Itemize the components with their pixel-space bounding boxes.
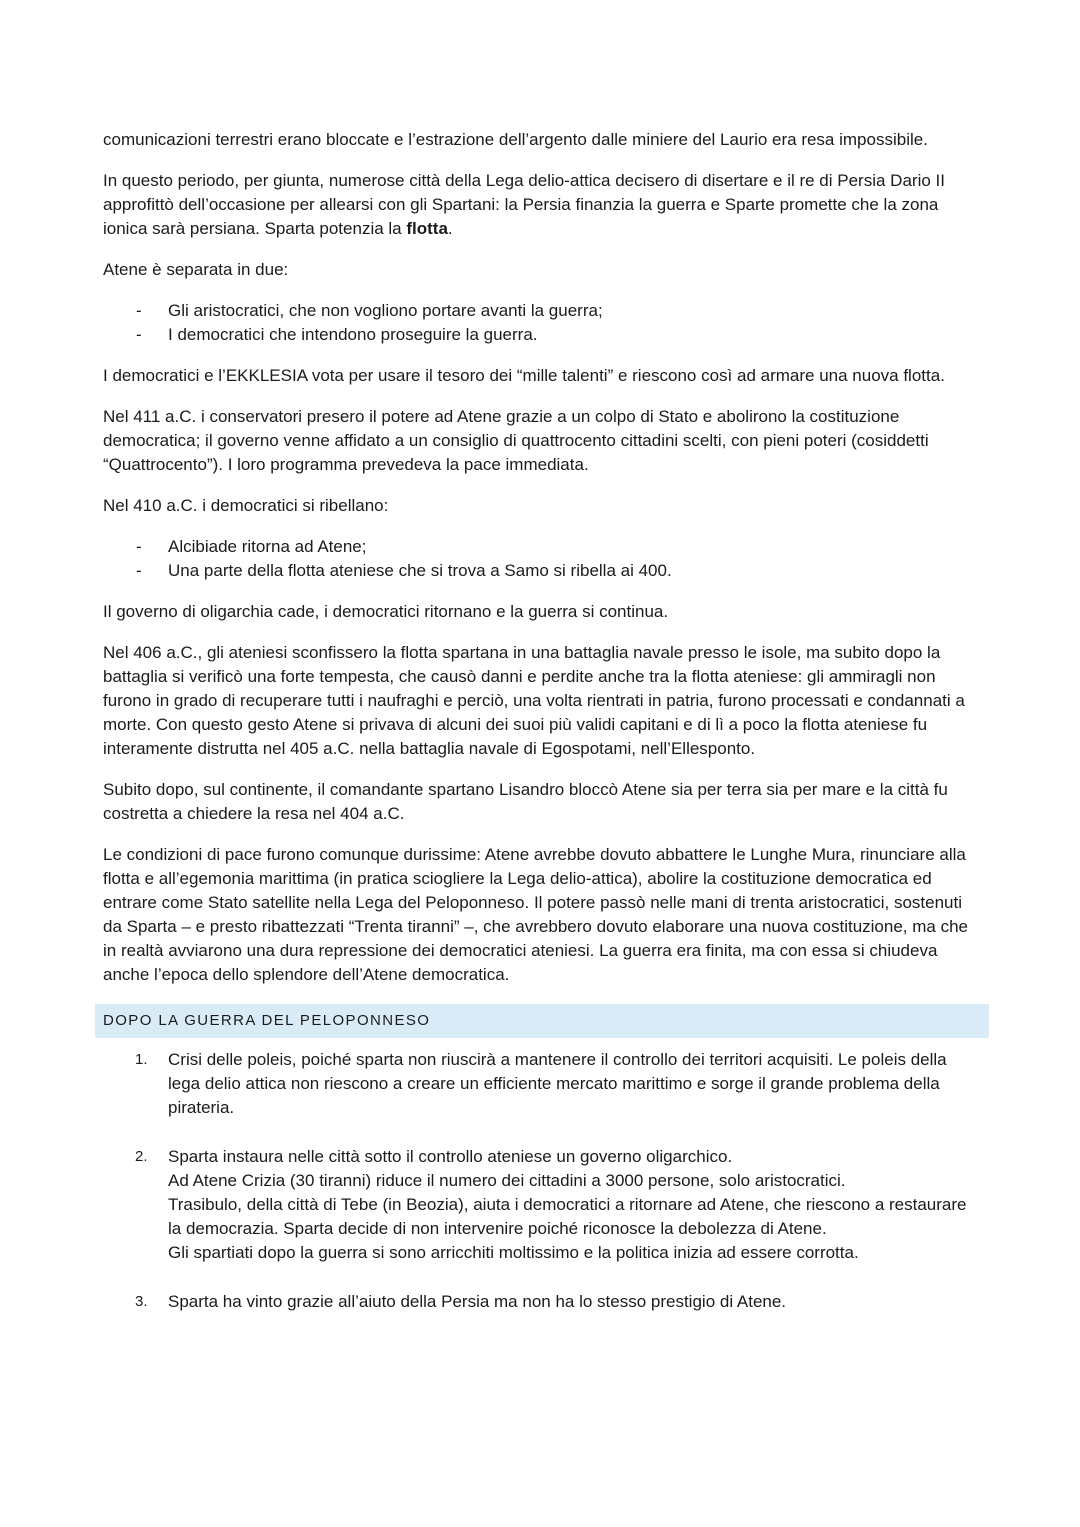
- dash-bullet: -: [136, 537, 142, 556]
- paragraph-condizioni-pace: Le condizioni di pace furono comunque durissime: Atene avrebbe dovuto abbattere le Lunghe Mura, rinunciare alla flotta e all’egemonia marittima (in pratica sciogliere la Lega delio-attica), abolire la costituzione democratica ed entrare come Stato satellite nella Lega del Peloponneso. Il potere passò nelle mani di trenta aristocratici, sostenuti da Sparta – e presto ribattezzati “Trenta tiranni” –, che avrebbero dovuto elaborare una nuova costituzione, ma che in realtà avviarono una dura repressione dei democratici ateniesi. La guerra era finita, ma con essa si chiudeva anche l’epoca dello splendore dell’Atene democratica.: [103, 845, 968, 984]
- list-item-line: Ad Atene Crizia (30 tiranni) riduce il numero dei cittadini a 3000 persone, solo aristocratici.: [168, 1171, 846, 1190]
- paragraph-laurio: comunicazioni terrestri erano bloccate e l’estrazione dell’argento dalle miniere del Laurio era resa impossibile.: [103, 130, 928, 149]
- list-item-line: Crisi delle poleis, poiché sparta non riuscirà a mantenere il controllo dei territori acquisiti. Le poleis della lega delio attica non riescono a creare un efficiente mercato marittimo e sorge il grande problema della pirateria.: [168, 1050, 947, 1117]
- list-item: [103, 323, 981, 347]
- dash-bullet: -: [136, 301, 142, 320]
- list-item-line: Sparta ha vinto grazie all’aiuto della Persia ma non ha lo stesso prestigio di Atene.: [168, 1292, 787, 1311]
- numbered-list: [103, 1048, 981, 1314]
- list-number: 2.: [135, 1148, 148, 1165]
- paragraph-lisandro: Subito dopo, sul continente, il comandante spartano Lisandro bloccò Atene sia per terra sia per mare e la città fu costretta a chiedere la resa nel 404 a.C.: [103, 780, 948, 823]
- list-item: [103, 1290, 981, 1314]
- list-item: [103, 299, 981, 323]
- paragraph-persia-end: .: [447, 219, 453, 238]
- paragraph-oligarchia-cade: Il governo di oligarchia cade, i democratici ritornano e la guerra si continua.: [103, 602, 669, 621]
- list-atene-fazioni: [103, 299, 981, 347]
- paragraph-411: Nel 411 a.C. i conservatori presero il potere ad Atene grazie a un colpo di Stato e abolirono la costituzione democratica; il governo venne affidato a un consiglio di quattrocento cittadini scelti, con pieni poteri (cosiddetti “Quattrocento”). I loro programma prevedeva la pace immediata.: [103, 407, 929, 474]
- list-item: [103, 1048, 981, 1120]
- list-item: [103, 1145, 981, 1265]
- list-number: 1.: [135, 1051, 148, 1068]
- list-item-text: Una parte della flotta ateniese che si trova a Samo si ribella ai 400.: [168, 561, 672, 580]
- section-heading: DOPO LA GUERRA DEL PELOPONNESO: [95, 1004, 989, 1038]
- list-item-text: Alcibiade ritorna ad Atene;: [168, 537, 367, 556]
- paragraph-406: Nel 406 a.C., gli ateniesi sconfissero la flotta spartana in una battaglia navale presso le isole, ma subito dopo la battaglia si verificò una forte tempesta, che causò danni e perdite anche tra la flotta ateniese: gli ammiragli non furono in grado di recuperare tutti i naufraghi e perciò, una volta rientrati in patria, furono processati e condannati a morte. Con questo gesto Atene si privava di alcuni dei suoi più validi capitani e di lì a poco la flotta ateniese fu interamente distrutta nel 405 a.C. nella battaglia navale di Egospotami, nell’Ellesponto.: [103, 643, 965, 758]
- document-page: [103, 128, 981, 1339]
- dash-bullet: -: [136, 325, 142, 344]
- list-item-text: Gli aristocratici, che non vogliono portare avanti la guerra;: [168, 301, 603, 320]
- list-number: 3.: [135, 1293, 148, 1310]
- paragraph-410: Nel 410 a.C. i democratici si ribellano:: [103, 496, 389, 515]
- list-410-ribellione: [103, 535, 981, 583]
- list-item-line: Sparta instaura nelle città sotto il controllo ateniese un governo oligarchico.: [168, 1147, 733, 1166]
- paragraph-persia-bold: flotta: [406, 219, 448, 238]
- list-item-line: Trasibulo, della città di Tebe (in Beozia), aiuta i democratici a ritornare ad Atene, che riescono a restaurare la democrazia. Sparta decide di non intervenire poiché riconosce la debolezza di Atene.: [168, 1195, 967, 1238]
- paragraph-atene-divisa: Atene è separata in due:: [103, 260, 289, 279]
- list-item-text: I democratici che intendono proseguire la guerra.: [168, 325, 538, 344]
- paragraph-persia-text: In questo periodo, per giunta, numerose città della Lega delio-attica decisero di disertare e il re di Persia Dario II approfittò dell’occasione per allearsi con gli Spartani: la Persia finanzia la guerra e Sparte promette che la zona ionica sarà persiana. Sparta potenzia la: [103, 171, 945, 238]
- list-item-line: Gli spartiati dopo la guerra si sono arricchiti moltissimo e la politica inizia ad essere corrotta.: [168, 1243, 859, 1262]
- list-item: [103, 559, 981, 583]
- paragraph-ekklesia: I democratici e l’EKKLESIA vota per usare il tesoro dei “mille talenti” e riescono così ad armare una nuova flotta.: [103, 366, 945, 385]
- dash-bullet: -: [136, 561, 142, 580]
- paragraph-persia: [103, 169, 981, 241]
- list-item: [103, 535, 981, 559]
